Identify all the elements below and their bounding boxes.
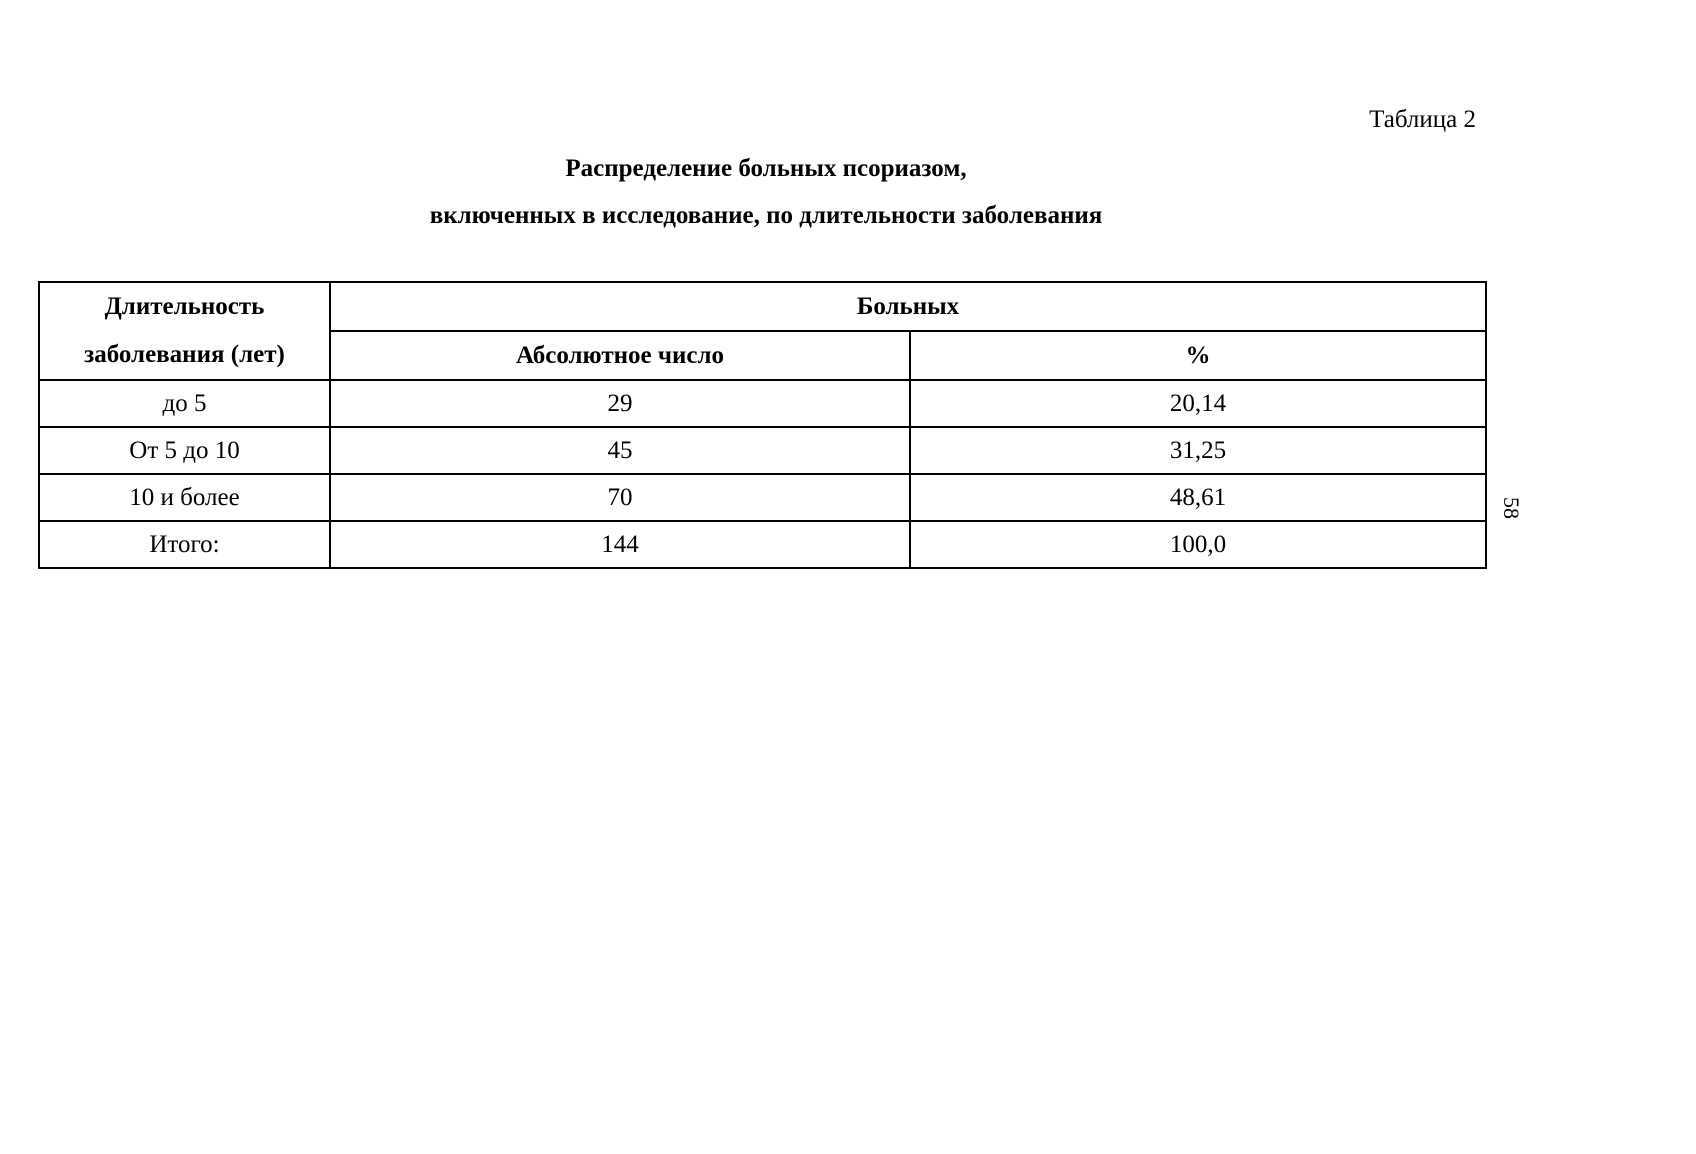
table-label: Таблица 2: [1369, 106, 1476, 133]
duration-header-line-2: заболевания (лет): [84, 341, 285, 368]
table-row: [39, 380, 1486, 427]
absolute-cell: 70: [330, 474, 910, 521]
percent-cell: 31,25: [910, 427, 1486, 474]
page-number: 58: [1499, 497, 1524, 519]
percent-cell: 20,14: [910, 380, 1486, 427]
absolute-cell: 29: [330, 380, 910, 427]
duration-cell: От 5 до 10: [39, 427, 330, 474]
duration-header-line-1: Длительность: [104, 293, 265, 320]
table-row: [39, 474, 1486, 521]
duration-cell: Итого:: [39, 521, 330, 568]
table-header-row: [39, 282, 1486, 331]
table-row: [39, 427, 1486, 474]
absolute-cell: 45: [330, 427, 910, 474]
duration-cell: до 5: [39, 380, 330, 427]
table-title-line-2: включенных в исследование, по длительности заболевания: [429, 202, 1103, 229]
duration-cell: 10 и более: [39, 474, 330, 521]
percent-cell: 100,0: [910, 521, 1486, 568]
patients-column-header: Больных: [330, 282, 1486, 331]
absolute-cell: 144: [330, 521, 910, 568]
percent-column-header: %: [910, 331, 1486, 380]
table-title-line-1: Распределение больных псориазом,: [565, 155, 967, 182]
duration-column-header: [39, 282, 330, 380]
data-table: [38, 281, 1487, 569]
percent-cell: 48,61: [910, 474, 1486, 521]
absolute-column-header: Абсолютное число: [330, 331, 910, 380]
table-total-row: [39, 521, 1486, 568]
